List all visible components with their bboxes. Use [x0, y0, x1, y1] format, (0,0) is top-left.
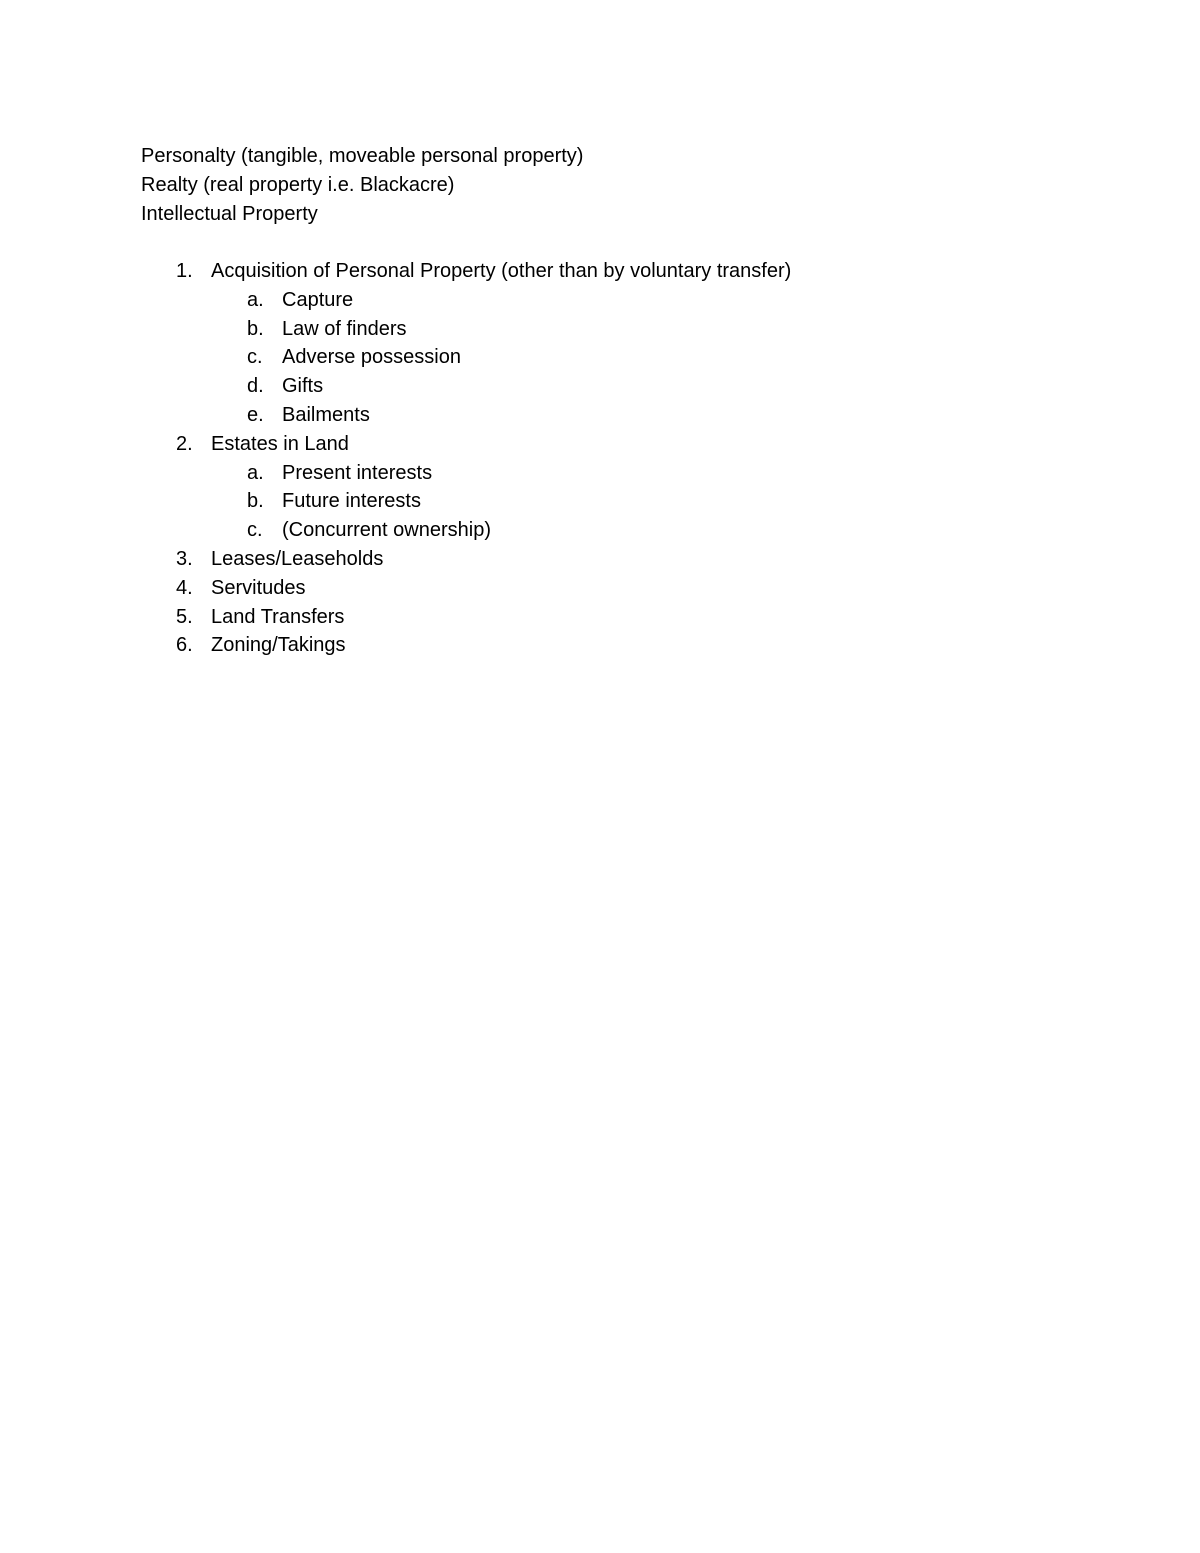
intro-block — [141, 142, 1041, 228]
intro-line-intellectual-property: Intellectual Property — [141, 202, 318, 225]
list-item-text: Servitudes — [211, 576, 306, 599]
intro-line-personalty: Personalty (tangible, moveable personal property) — [141, 145, 584, 167]
outline-item-1e — [0, 401, 1100, 430]
outline-item-6 — [0, 631, 1100, 660]
list-marker: 5. — [176, 605, 193, 628]
outline-item-2b — [0, 487, 1100, 516]
list-item-text: Adverse possession — [282, 346, 461, 369]
list-marker: c. — [247, 519, 263, 542]
list-marker: 1. — [176, 260, 193, 282]
intro-line-realty: Realty (real property i.e. Blackacre) — [141, 173, 455, 196]
list-item-text: Acquisition of Personal Property (other than by voluntary transfer) — [211, 260, 792, 282]
list-marker: 6. — [176, 634, 193, 657]
list-marker: c. — [247, 346, 263, 369]
outline-item-1a — [0, 286, 1100, 315]
list-marker: a. — [247, 288, 264, 311]
list-item-text: Zoning/Takings — [211, 634, 346, 657]
outline-item-2a — [0, 459, 1100, 488]
list-item-text: Future interests — [282, 490, 421, 513]
list-item-text: Leases/Leaseholds — [211, 547, 384, 570]
list-item-text: Land Transfers — [211, 605, 345, 628]
list-marker: 3. — [176, 547, 193, 570]
outline-item-4 — [0, 574, 1100, 603]
list-marker: b. — [247, 317, 264, 340]
outline-item-1 — [0, 257, 1100, 286]
list-marker: 2. — [176, 432, 193, 455]
outline-item-1d — [0, 372, 1100, 401]
list-item-text: Bailments — [282, 403, 370, 426]
list-marker: e. — [247, 403, 264, 426]
list-item-text: Present interests — [282, 461, 433, 484]
list-item-text: Estates in Land — [211, 432, 349, 455]
list-marker: d. — [247, 375, 264, 398]
list-item-text: Gifts — [282, 375, 324, 398]
outline-item-5 — [0, 603, 1100, 632]
list-item-text: (Concurrent ownership) — [282, 519, 491, 542]
outline-item-2 — [0, 430, 1100, 459]
outline-item-1b — [0, 315, 1100, 344]
outline-item-1c — [0, 343, 1100, 372]
topic-outline — [0, 257, 1100, 660]
list-item-text: Capture — [282, 288, 354, 311]
outline-item-2c — [0, 516, 1100, 545]
list-marker: a. — [247, 461, 264, 484]
list-marker: b. — [247, 490, 264, 513]
list-marker: 4. — [176, 576, 193, 599]
outline-item-3 — [0, 545, 1100, 574]
list-item-text: Law of finders — [282, 317, 407, 340]
